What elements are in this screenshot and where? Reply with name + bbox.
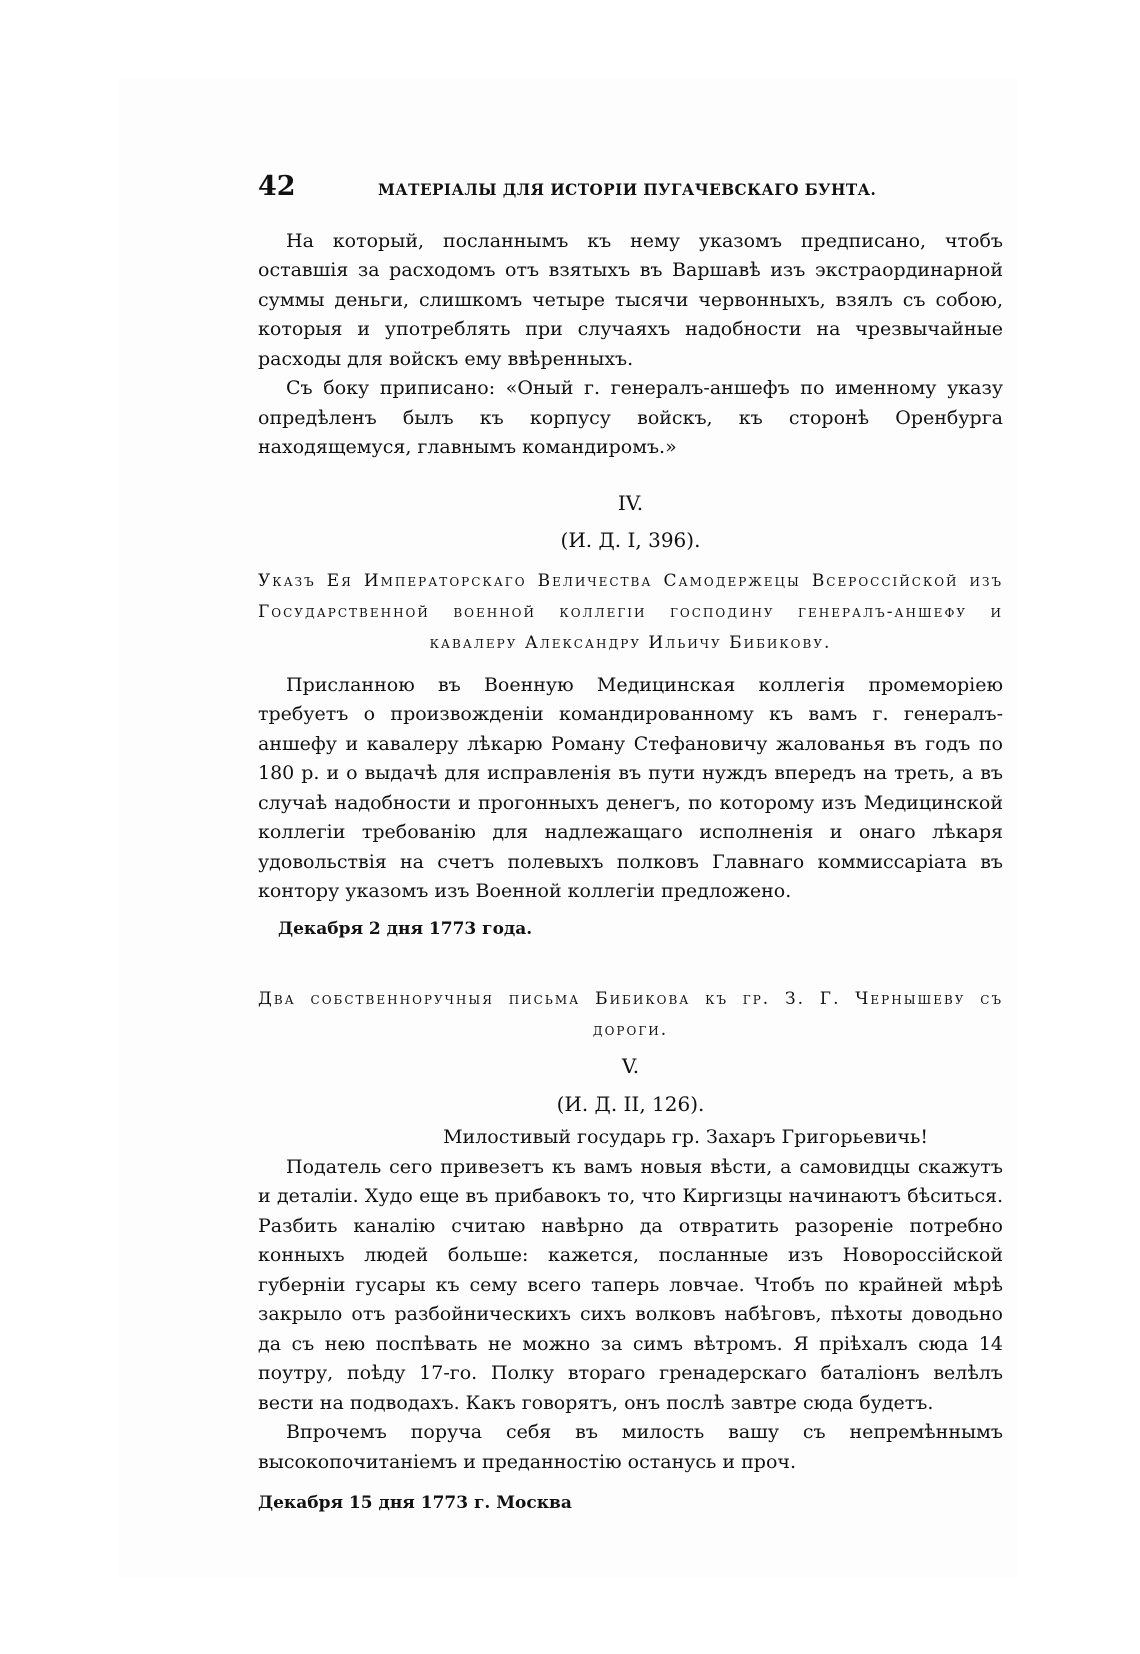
- document-date: Декабря 2 дня 1773 года.: [278, 918, 533, 939]
- section-reference: (И. Д. I, 396).: [560, 528, 701, 552]
- paragraph: Впрочемъ поруча себя въ милость вашу съ непремѣннымъ высокопочитаніемъ и преданностію останусь и проч.: [258, 1421, 1003, 1473]
- running-title: МАТЕРІАЛЫ ДЛЯ ИСТОРІИ ПУГАЧЕВСКАГО БУНТА.: [378, 180, 877, 199]
- paragraph: Съ боку приписано: «Оный г. генералъ-аншефъ по именному указу опредѣленъ былъ къ корпусу войскъ, къ сторонѣ Оренбурга находящемуся, главнымъ командиромъ.»: [258, 377, 1003, 458]
- letter-salutation: Милостивый государь гр. Захаръ Григорьевичь!: [443, 1126, 928, 1148]
- paragraph: Податель сего привезетъ къ вамъ новыя вѣсти, а самовидцы скажутъ и деталіи. Худо еще въ прибавокъ то, что Киргизцы начинаютъ бѣситься. Разбить каналію считаю навѣрно да отвратить разореніе потребно конныхъ людей больше: кажется, посланные изъ Новороссійской губерніи гусары къ сему всего таперь ловчае. Чтобъ по крайней мѣрѣ закрыло отъ разбойническихъ сихъ волковъ набѣговъ, пѣхоты доводьно да съ нею поспѣвать не можно за симъ вѣтромъ. Я пріѣхалъ сюда 14 поутру, поѣду 17-го. Полку втораго гренадерскаго баталіонъ велѣлъ вести на подводахъ. Какъ говорятъ, онъ послѣ завтре сюда будетъ.: [258, 1155, 1003, 1414]
- paragraph: На который, посланнымъ къ нему указомъ предписано, чтобъ оставшія за расходомъ отъ взятыхъ въ Варшавѣ изъ экстраординарной суммы деньги, слишкомъ четыре тысячи червонныхъ, взялъ съ собою, которыя и употреблять при случаяхъ надобности на чрезвычайные расходы для войскъ ему ввѣренныхъ.: [258, 229, 1003, 370]
- document-date: Декабря 15 дня 1773 г. Москва: [258, 1493, 572, 1513]
- text-block: [258, 172, 1003, 1519]
- page-header: [258, 172, 1003, 205]
- paragraph: Присланною въ Военную Медицинская коллегія промеморіею требуетъ о произвожденіи командированному къ вамъ г. генералъ-аншефу и кавалеру лѣкарю Роману Стефановичу жалованья въ годъ по 180 р. и о выдачѣ для исправленія въ пути нуждъ впередъ на треть, а въ случаѣ надобности и прогонныхъ денегъ, по которому изъ Медицинской коллегіи требованію для надлежащаго исполненія и онаго лѣкаря удовольствія на счетъ полевыхъ полковъ Главнаго коммиссаріата въ контору указомъ изъ Военной коллегіи предложено.: [258, 673, 1003, 902]
- document-heading: Указъ Ея Императорскаго Величества Самодержецы Всероссійской изъ Государственной военной коллегіи господину генералъ-аншефу и кавалеру Александру Ильичу Бибикову.: [258, 570, 1003, 653]
- group-heading: Два собственноручныя письма Бибикова къ гр. З. Г. Чернышеву съ дороги.: [258, 989, 1003, 1040]
- section-numeral: IV.: [617, 490, 644, 515]
- page-number: 42: [258, 171, 296, 202]
- section-reference: (И. Д. II, 126).: [556, 1091, 705, 1116]
- section-numeral: V.: [621, 1054, 640, 1078]
